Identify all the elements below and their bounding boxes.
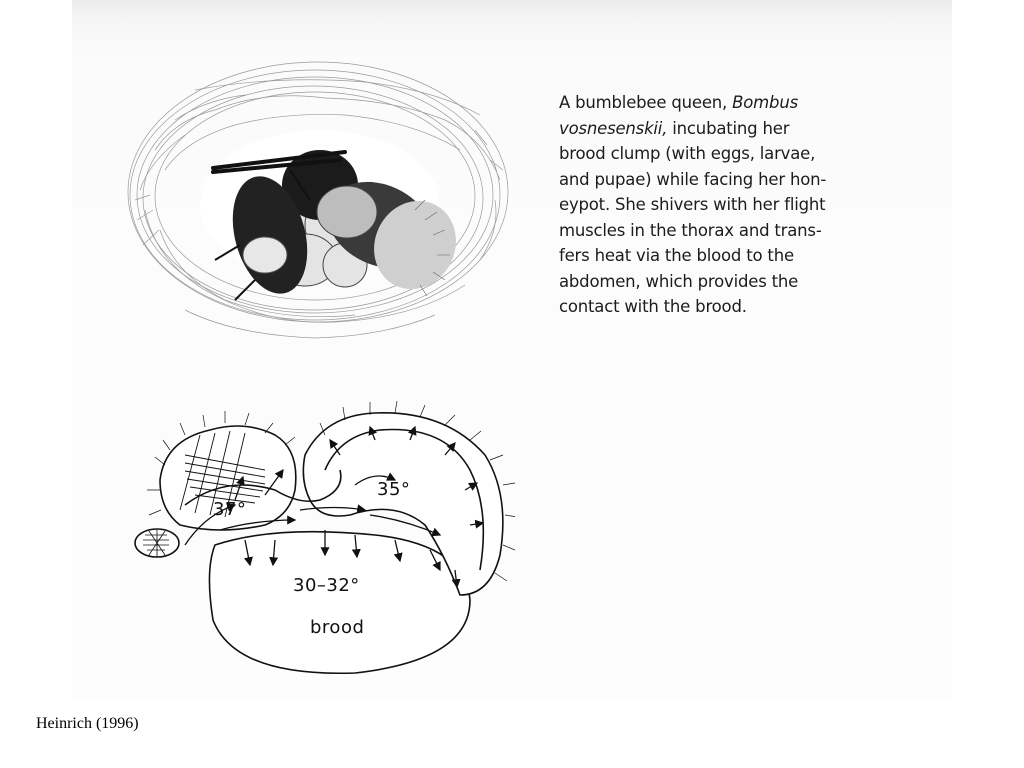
brood-temperature-label: 30–32° bbox=[293, 575, 360, 596]
caption-line-9: contact with the brood. bbox=[559, 297, 747, 316]
citation: Heinrich (1996) bbox=[36, 715, 139, 732]
caption-line-5: eypot. She shivers with her flight bbox=[559, 195, 826, 214]
thorax-temperature-label: 37° bbox=[213, 499, 247, 520]
figure-caption bbox=[559, 90, 849, 320]
caption-line-8: abdomen, which provides the bbox=[559, 271, 799, 291]
heat-flow-diagram bbox=[125, 395, 515, 685]
caption-line-2: vosnesenskii, incubating her bbox=[559, 118, 790, 138]
abdomen-temperature-label: 35° bbox=[377, 479, 411, 500]
caption-line-4: and pupae) while facing her hon- bbox=[559, 169, 827, 189]
brood-label: brood bbox=[310, 617, 365, 638]
caption-line-6: muscles in the thorax and trans- bbox=[559, 220, 822, 240]
heat-flow-drawing bbox=[125, 395, 515, 685]
bumblebee-nest-illustration bbox=[115, 60, 515, 345]
caption-line-3: brood clump (with eggs, larvae, bbox=[559, 144, 816, 163]
caption-line-7: fers heat via the blood to the bbox=[559, 246, 794, 265]
caption-line-1: A bumblebee queen, Bombus bbox=[559, 93, 798, 112]
